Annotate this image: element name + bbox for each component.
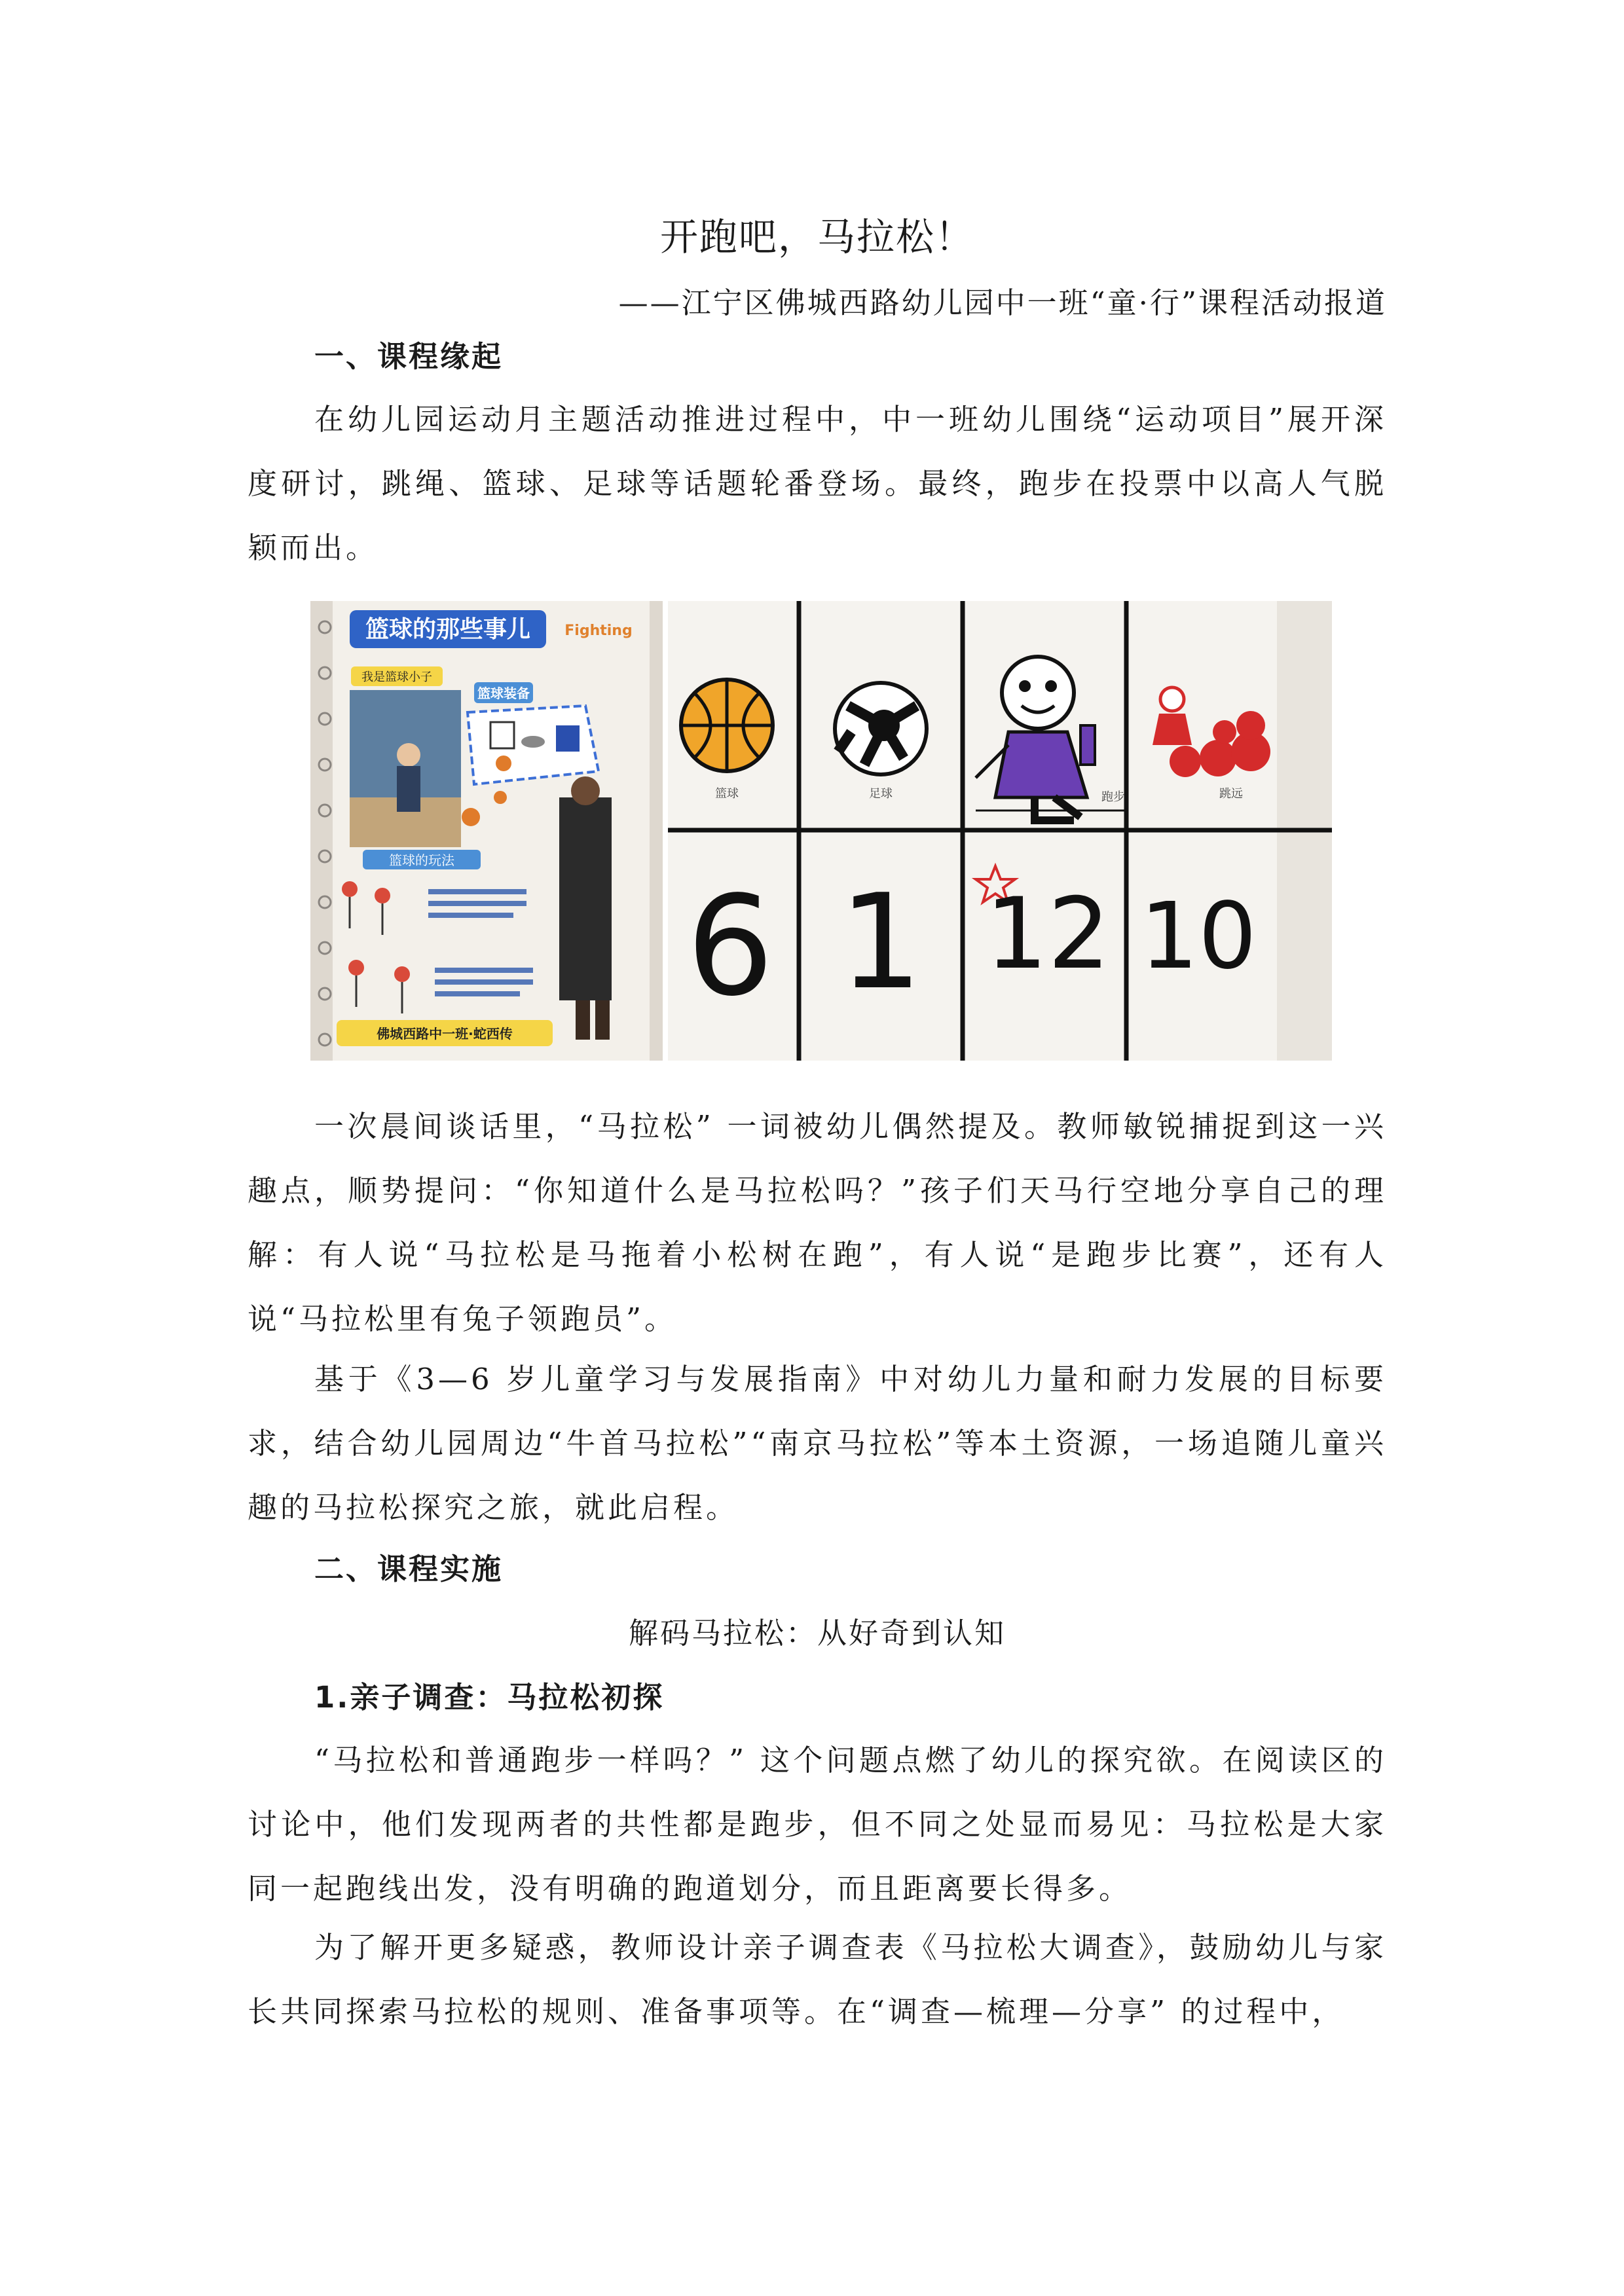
poster-equipment-label: 篮球装备 (477, 685, 530, 701)
shoe-icon (521, 736, 545, 748)
section-heading-origin: 一、课程缘起 (314, 339, 504, 374)
poster-ways-label: 篮球的玩法 (389, 852, 454, 868)
player-figure (559, 797, 612, 1000)
jersey-icon (556, 725, 580, 752)
vote-count-running: 12 (985, 877, 1111, 991)
page-title: 开跑吧，马拉松！ (659, 215, 974, 259)
paragraph-4: “马拉松和普通跑步一样吗？” 这个问题点燃了幼儿的探究欲。在阅读区的讨论中，他们发现两者的共性都是跑步，但不同之处显而易见：马拉松是大家同一起跑线出发，没有明确的跑道划分，而且距离要长得多。 (248, 1743, 1387, 1906)
poster-badge: 我是篮球小子 (361, 670, 432, 684)
paragraph-5: 为了解开更多疑惑，教师设计亲子调查表《马拉松大调查》，鼓励幼儿与家长共同探索马拉松的规则、准备事项等。在“调查—梳理—分享” 的过程中， (248, 1930, 1387, 2029)
vote-chart-photo (668, 601, 1332, 1061)
soccer-ball-drawing (835, 683, 927, 774)
subsection-heading: 解码马拉松：从好奇到认知 (628, 1616, 1006, 1650)
vote-label-long-jump: 跳远 (1219, 787, 1243, 801)
poster-title: 篮球的那些事儿 (365, 616, 531, 643)
vote-label-soccer: 足球 (869, 787, 893, 801)
paragraph-3: 基于《3—6 岁儿童学习与发展指南》中对幼儿力量和耐力发展的目标要求，结合幼儿园周边“牛首马拉松”“南京马拉松”等本土资源，一场追随儿童兴趣的马拉松探究之旅，就此启程。 (248, 1362, 1387, 1525)
vote-label-basketball: 篮球 (715, 787, 739, 801)
page-subtitle: ——江宁区佛城西路幼儿园中一班“童·行”课程活动报道 (618, 285, 1387, 320)
section-heading-implementation: 二、课程实施 (314, 1552, 504, 1586)
paragraph-2: 一次晨间谈话里，“马拉松” 一词被幼儿偶然提及。教师敏锐捕捉到这一兴趣点，顺势提问：“你知道什么是马拉松吗？”孩子们天马行空地分享自己的理解：有人说“马拉松是马拖着小松树在跑”，有人说“是跑步比赛”，还有人说“马拉松里有兔子领跑员”。 (248, 1109, 1387, 1336)
vote-label-running: 跑步 (1101, 790, 1125, 804)
poster-footer: 佛城西路中一班·蛇西传 (377, 1026, 513, 1042)
basketball-poster-photo (310, 601, 663, 1061)
photo-row (310, 601, 1332, 1061)
poster-brand-mark: Fighting (564, 623, 633, 639)
vote-count-soccer: 1 (839, 866, 923, 1019)
basketball-drawing (681, 680, 773, 771)
paragraph-1: 在幼儿园运动月主题活动推进过程中，中一班幼儿围绕“运动项目”展开深度研讨，跳绳、篮球、足球等话题轮番登场。最终，跑步在投票中以高人气脱颖而出。 (248, 402, 1387, 565)
vote-count-long-jump: 10 (1139, 883, 1257, 990)
basketball-icon (496, 756, 511, 771)
item-heading-survey: 1.亲子调查：马拉松初探 (314, 1680, 665, 1715)
vote-count-basketball: 6 (686, 866, 774, 1027)
